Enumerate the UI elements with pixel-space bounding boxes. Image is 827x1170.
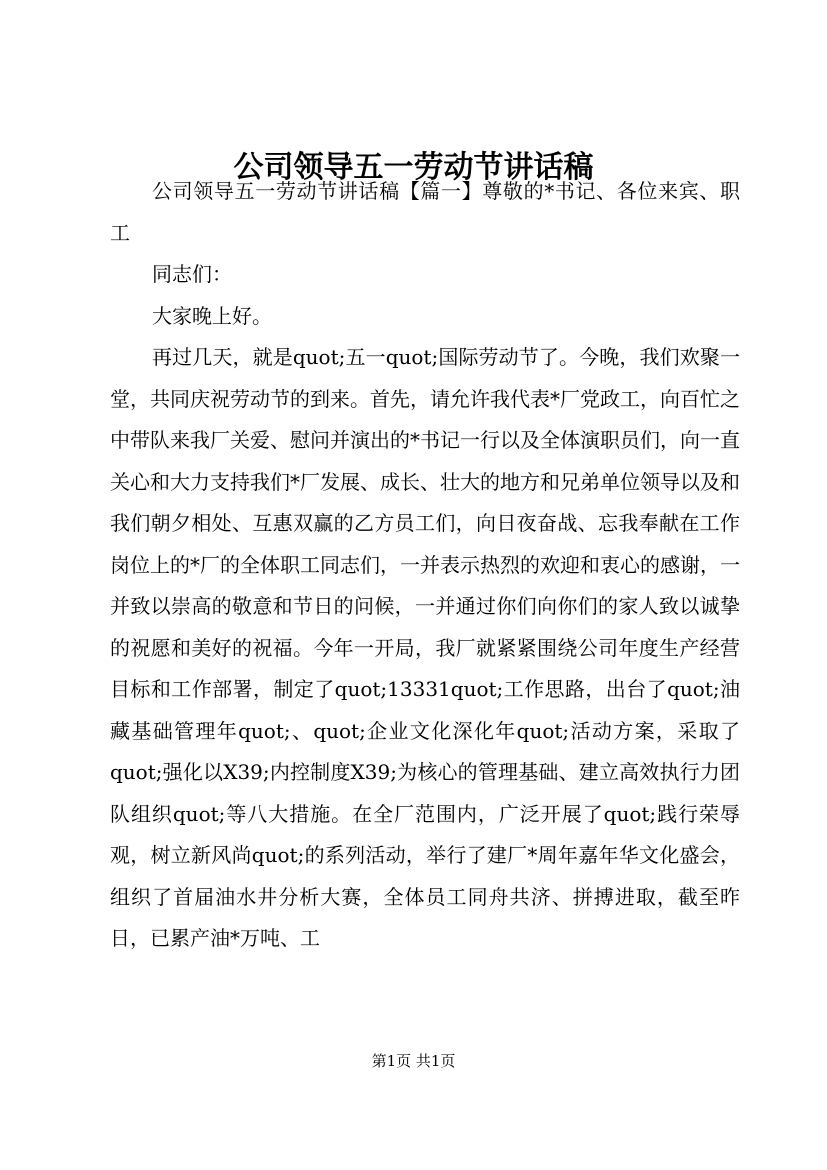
document-body (110, 171, 740, 960)
paragraph-main: 再过几天，就是quot;五一quot;国际劳动节了。今晚，我们欢聚一堂，共同庆祝劳动节的到来。首先，请允许我代表*厂党政工，向百忙之中带队来我厂关爱、慰问并演出的*书记一行以及全体演职员们，向一直关心和大力支持我们*厂发展、成长、壮大的地方和兄弟单位领导以及和我们朝夕相处、互惠双赢的乙方员工们，向日夜奋战、忘我奉献在工作岗位上的*厂的全体职工同志们，一并表示热烈的欢迎和衷心的感谢，一并致以崇高的敬意和节日的问候，一并通过你们向你们的家人致以诚挚的祝愿和美好的祝福。今年一开局，我厂就紧紧围绕公司年度生产经营目标和工作部署，制定了quot;13331quot;工作思路，出台了quot;油藏基础管理年quot;、quot;企业文化深化年quot;活动方案，采取了quot;强化以X39;内控制度X39;为核心的管理基础、建立高效执行力团队组织quot;等八大措施。在全厂范围内，广泛开展了quot;践行荣辱观，树立新风尚quot;的系列活动，举行了建厂*周年嘉年华文化盛会，组织了首届油水井分析大赛，全体员工同舟共济、拼搏进取，截至昨日，已累产油*万吨、工 (110, 345, 740, 950)
paragraph-good-evening: 大家晚上好。 (152, 303, 272, 328)
paragraph-salutation: 同志们： (152, 262, 232, 286)
document-title: 公司领导五一劳动节讲话稿 (233, 150, 594, 185)
paragraph-greeting: 公司领导五一劳动节讲话稿【篇一】尊敬的*书记、各位来宾、职工 (110, 179, 740, 245)
page-number-footer: 第1页 共1页 (371, 1052, 456, 1070)
